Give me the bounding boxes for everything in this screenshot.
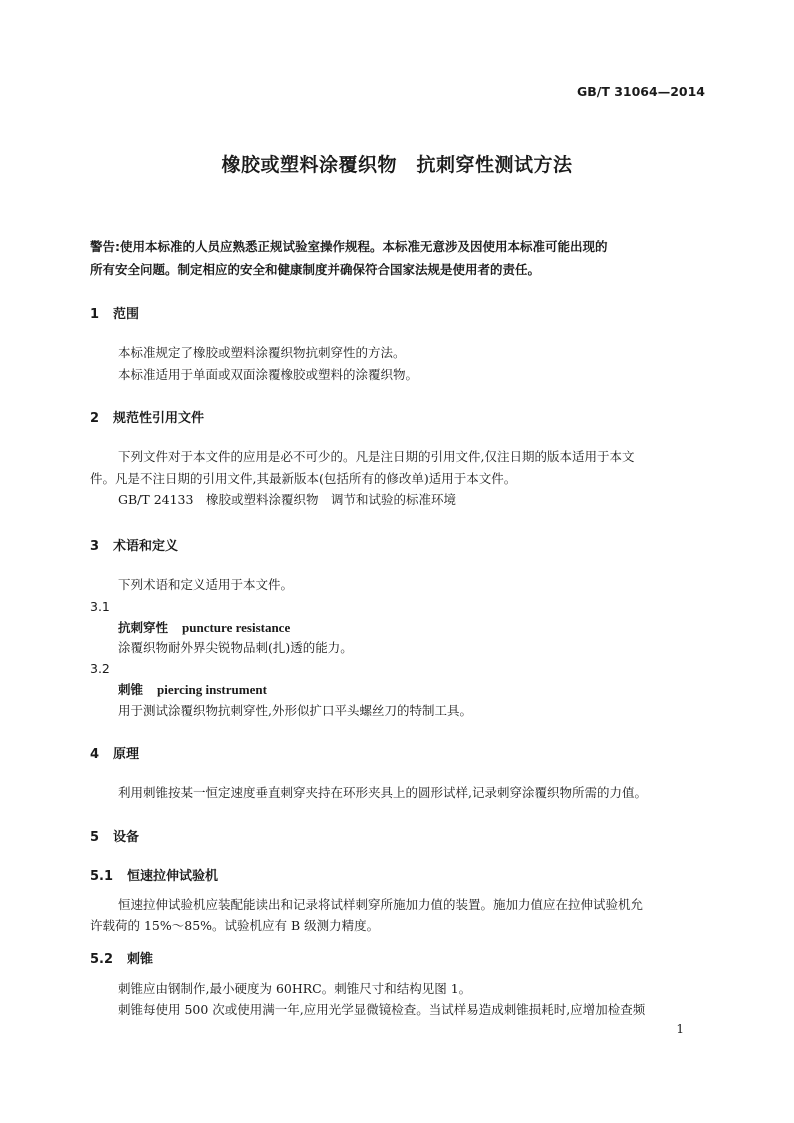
- subsection-5-1-para-line-1: 恒速拉伸试验机应装配能读出和记录将试样刺穿所施加力值的装置。施加力值应在拉伸试验机允: [118, 897, 644, 912]
- term-3-2-definition: 用于测试涂覆织物抗刺穿性,外形似扩口平头螺丝刀的特制工具。: [118, 703, 472, 718]
- term-chinese: 刺锥: [118, 682, 144, 697]
- section-number: 2: [90, 411, 100, 426]
- section-5-heading: [90, 826, 139, 845]
- term-english: piercing instrument: [157, 682, 267, 697]
- section-3-heading: [90, 535, 178, 554]
- section-2-para-line-1: 下列文件对于本文件的应用是必不可少的。凡是注日期的引用文件,仅注日期的版本适用于本文: [118, 449, 635, 464]
- section-title: 设备: [113, 830, 140, 845]
- section-title: 原理: [113, 747, 140, 762]
- section-4-heading: [90, 743, 139, 762]
- subsection-5-1-para-line-2: 许载荷的 15%～85%。试验机应有 B 级测力精度。: [90, 918, 380, 933]
- section-1-heading: [90, 303, 139, 322]
- section-2-heading: [90, 407, 204, 426]
- section-number: 3: [90, 539, 100, 554]
- term-3-2-number: 3.2: [90, 661, 110, 676]
- section-2-para-line-2: 件。凡是不注日期的引用文件,其最新版本(包括所有的修改单)适用于本文件。: [90, 471, 517, 486]
- normative-reference: GB/T 24133 橡胶或塑料涂覆织物 调节和试验的标准环境: [118, 492, 456, 507]
- term-chinese: 抗刺穿性: [118, 620, 169, 635]
- section-number: 5: [90, 830, 100, 845]
- section-number: 4: [90, 747, 100, 762]
- warning-line-1: 警告:使用本标准的人员应熟悉正规试验室操作规程。本标准无意涉及因使用本标准可能出现的: [90, 239, 608, 254]
- subsection-5-2-para-2: 刺锥每使用 500 次或使用满一年,应用光学显微镜检查。当试样易造成刺锥损耗时,应增加检查频: [118, 1002, 646, 1017]
- subsection-number: 5.1: [90, 869, 114, 884]
- warning-line-2: 所有安全问题。制定相应的安全和健康制度并确保符合国家法规是使用者的责任。: [90, 262, 541, 277]
- document-title: 橡胶或塑料涂覆织物 抗刺穿性测试方法: [221, 154, 573, 176]
- subsection-number: 5.2: [90, 952, 114, 967]
- term-3-1-number: 3.1: [90, 599, 110, 614]
- term-english: puncture resistance: [182, 620, 291, 635]
- section-title: 术语和定义: [113, 539, 179, 554]
- term-3-1: [118, 618, 290, 636]
- section-4-para: 利用刺锥按某一恒定速度垂直刺穿夹持在环形夹具上的圆形试样,记录刺穿涂覆织物所需的力值。: [118, 785, 647, 800]
- page-number: 1: [676, 1022, 684, 1036]
- term-3-2: [118, 680, 267, 698]
- subsection-title: 恒速拉伸试验机: [127, 869, 219, 884]
- standard-code: GB/T 31064—2014: [576, 84, 705, 99]
- subsection-5-2-para-1: 刺锥应由钢制作,最小硬度为 60HRC。刺锥尺寸和结构见图 1。: [118, 981, 472, 996]
- section-title: 规范性引用文件: [113, 411, 205, 426]
- subsection-title: 刺锥: [127, 952, 154, 967]
- section-1-para-1: 本标准规定了橡胶或塑料涂覆织物抗刺穿性的方法。: [118, 345, 406, 360]
- section-title: 范围: [113, 307, 140, 322]
- section-number: 1: [90, 307, 100, 322]
- term-3-1-definition: 涂覆织物耐外界尖锐物品刺(扎)透的能力。: [118, 640, 353, 655]
- subsection-5-2-heading: [90, 948, 153, 967]
- section-3-intro: 下列术语和定义适用于本文件。: [118, 577, 294, 592]
- section-1-para-2: 本标准适用于单面或双面涂覆橡胶或塑料的涂覆织物。: [118, 367, 419, 382]
- subsection-5-1-heading: [90, 865, 218, 884]
